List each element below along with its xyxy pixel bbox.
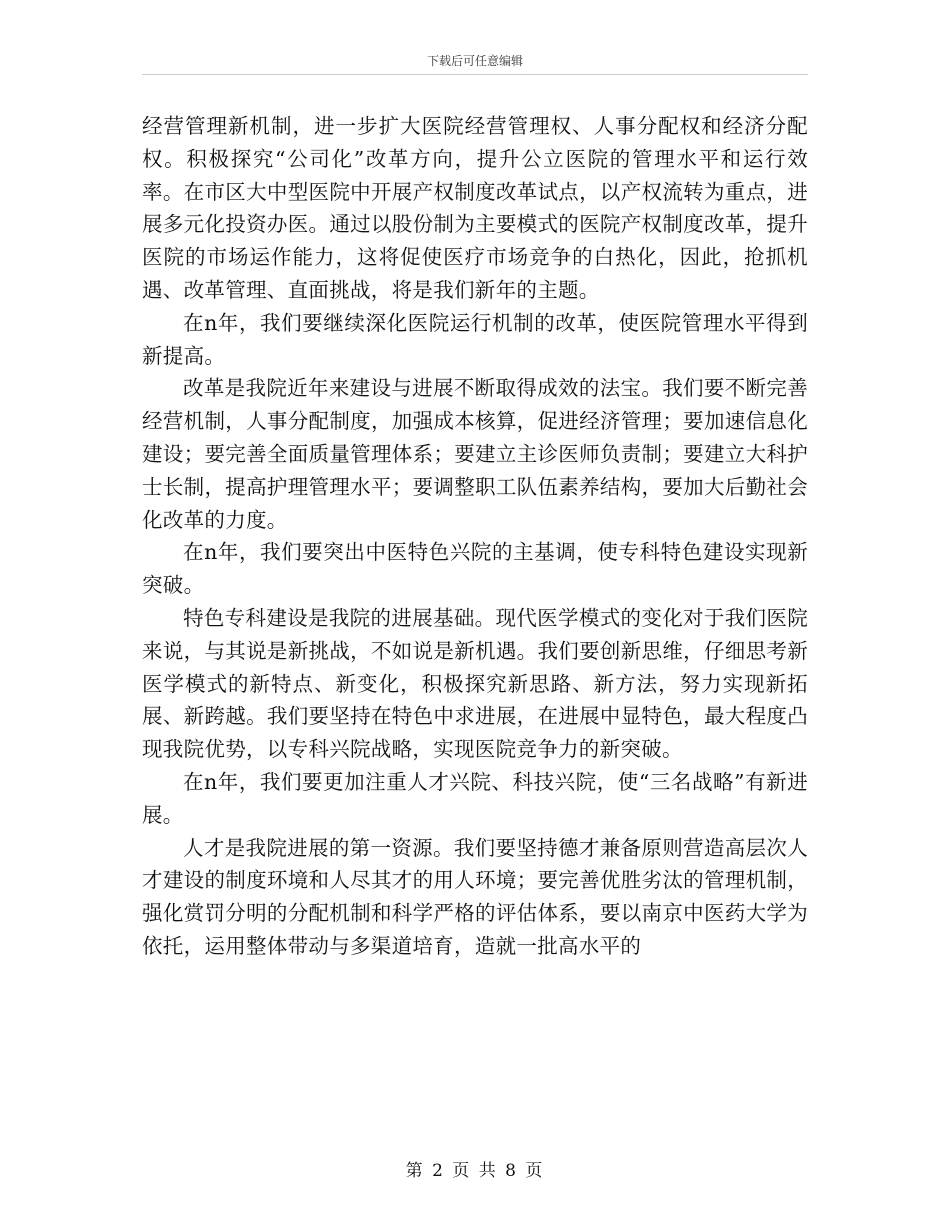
paragraph-4: 在n年，我们要突出中医特色兴院的主基调，使专科特色建设实现新突破。 bbox=[142, 540, 808, 598]
document-body bbox=[142, 110, 808, 963]
page-number: 第 2 页 共 8 页 bbox=[405, 1161, 545, 1181]
paragraph-5: 特色专科建设是我院的进展基础。现代医学模式的变化对于我们医院来说，与其说是新挑战，不如说是新机遇。我们要创新思维，仔细思考新医学模式的新特点、新变化，积极探究新思路、新方法，努力实现新拓展、新跨越。我们要坚持在特色中求进展，在进展中显特色，最大程度凸现我院优势，以专科兴院战略，实现医院竞争力的新突破。 bbox=[142, 605, 808, 762]
page-header: 下载后可任意编辑 bbox=[426, 54, 523, 68]
paragraph-2: 在n年，我们要继续深化医院运行机制的改革，使医院管理水平得到新提高。 bbox=[142, 310, 808, 368]
header-divider bbox=[142, 74, 808, 75]
paragraph-7: 人才是我院进展的第一资源。我们要坚持德才兼备原则营造高层次人才建设的制度环境和人尽其才的用人环境；要完善优胜劣汰的管理机制，强化赏罚分明的分配机制和科学严格的评估体系，要以南京中医药大学为依托，运用整体带动与多渠道培育，造就一批高水平的 bbox=[142, 835, 808, 958]
paragraph-1: 经营管理新机制，进一步扩大医院经营管理权、人事分配权和经济分配权。积极探究“公司化”改革方向，提升公立医院的管理水平和运行效率。在市区大中型医院中开展产权制度改革试点，以产权流转为重点，进展多元化投资办医。通过以股份制为主要模式的医院产权制度改革，提升医院的市场运作能力，这将促使医疗市场竞争的白热化，因此，抢抓机遇、改革管理、直面挑战，将是我们新年的主题。 bbox=[142, 114, 808, 302]
paragraph-6: 在n年，我们要更加注重人才兴院、科技兴院，使“三名战略”有新进展。 bbox=[142, 769, 808, 827]
paragraph-3: 改革是我院近年来建设与进展不断取得成效的法宝。我们要不断完善经营机制，人事分配制度，加强成本核算，促进经济管理；要加速信息化建设；要完善全面质量管理体系；要建立主诊医师负责制；要建立大科护士长制，提高护理管理水平；要调整职工队伍素养结构，要加大后勤社会化改革的力度。 bbox=[142, 376, 808, 532]
